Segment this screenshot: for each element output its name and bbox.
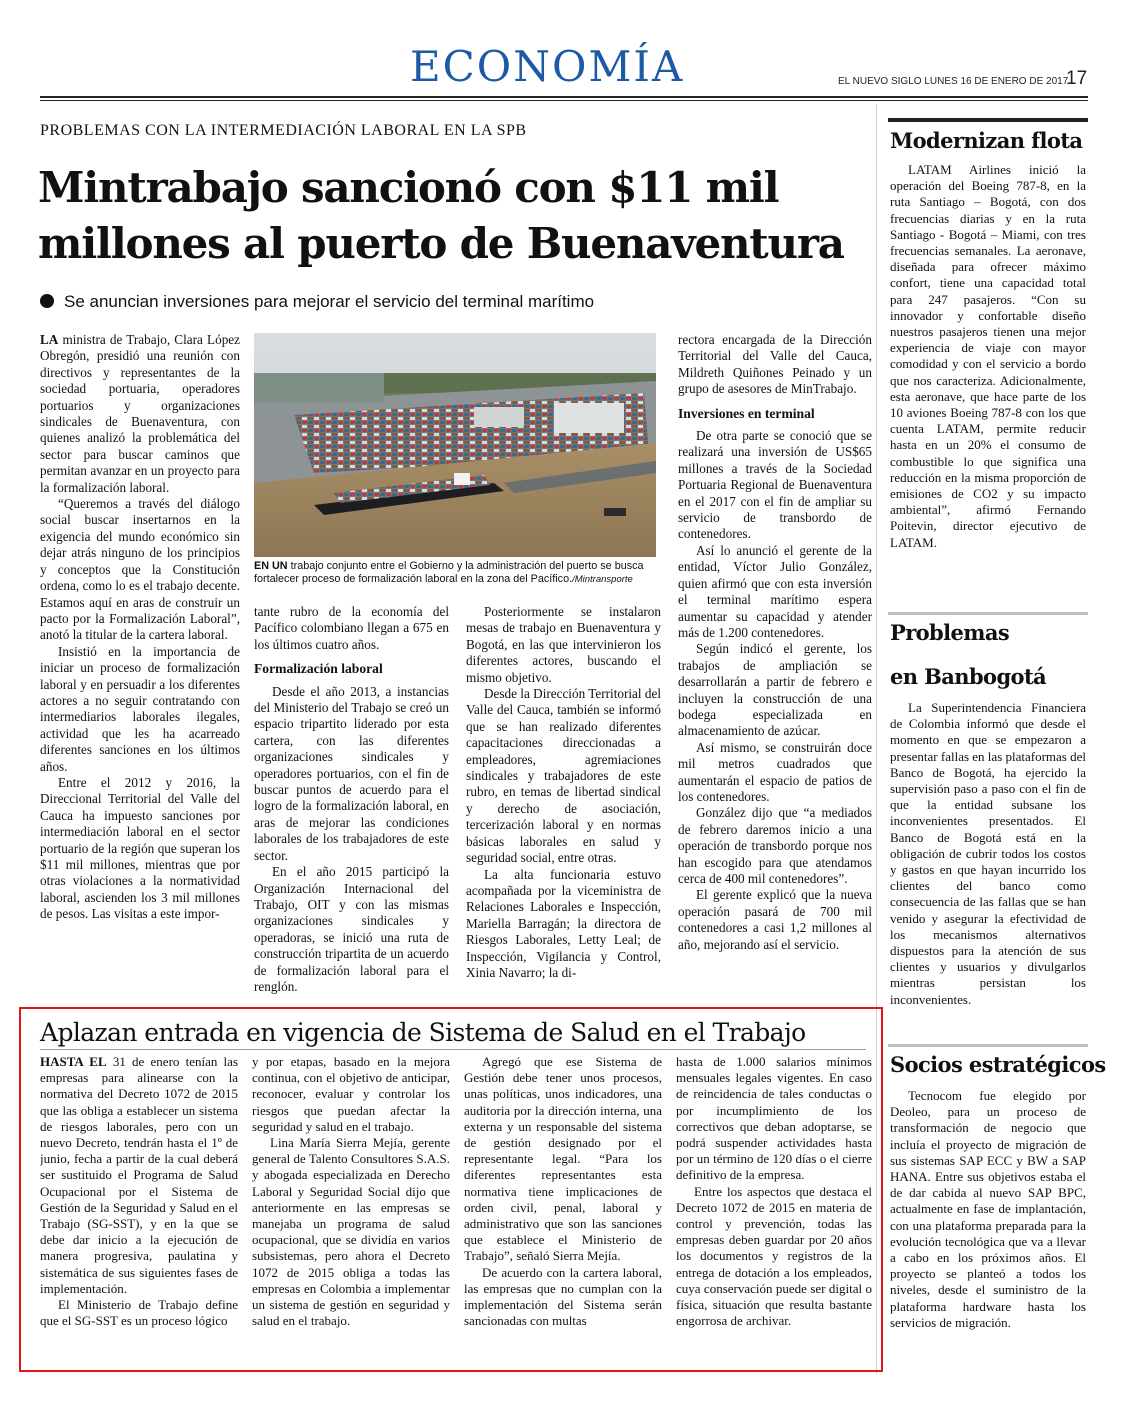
publication-date: EL NUEVO SIGLO LUNES 16 DE ENERO DE 2017 [838, 76, 1069, 87]
section-title: ECONOMÍA [410, 42, 685, 91]
paragraph: González dijo que “a mediados de febrero daremos inicio a una operación de transbordo porque nos han escogido para que atendamos cerca de 400 mil contenedores”. [678, 805, 872, 886]
box-column-1 [40, 1054, 238, 1360]
box-column-2 [252, 1054, 450, 1360]
brief-text-modernizan-flota [890, 162, 1086, 610]
masthead-rule [40, 96, 1088, 98]
port-photo [254, 333, 656, 557]
story-headline: Mintrabajo sancionó con $11 mil millones al puerto de Buenaventura [38, 163, 844, 268]
brief-title-modernizan-flota: Modernizan flota [890, 128, 1083, 153]
paragraph: Tecnocom fue elegido por Deoleo, para un proceso de transformación de negocio que incluía el proyecto de migración de sus sistemas SAP ECC y BW a SAP HANA. Entre sus objetivos estaba el de dar cabida al nuevo SAP BPC, actualmente en fase de implantación, con una plataforma preparada para la evolución tecnológica que va a llevar a cabo en los próximos años. El proyecto se planteó a todos los niveles, desde el suministro de la plataforma hardware hasta los servicios de migración. [890, 1088, 1086, 1330]
paragraph: Desde la Dirección Territorial del Valle del Cauca, también se informó que se han realizado diferentes capacitaciones direccionadas a empleadores, agremiaciones sindicales y trabajadores de este rubro, en temas de libertad sindical y derecho de asociación, tercerización laboral y en normas básicas laborales en salud y seguridad social, entre otras. [466, 686, 661, 866]
paragraph: hasta de 1.000 salarios mínimos mensuales legales vigentes. En caso de reincidencia de tales conductas o por incumplimiento de los correctivos que deban adoptarse, se podrá suspender actividades hasta por un término de 120 días o el cierre definitivo de la empresa. [676, 1054, 872, 1183]
box-rule [40, 1049, 866, 1050]
caption-lead: EN UN [254, 560, 288, 572]
paragraph [40, 1054, 238, 1297]
paragraph: Entre los aspectos que destaca el Decreto 1072 de 2015 en materia de control y prevención, todas las empresas deben guardar por 20 años los documentos y registros de la entrega de dotación a los empleados, cuya conservación puede ser digital o física, situación que resulta bastante engorrosa de archivar. [676, 1183, 872, 1329]
lead-in: HASTA EL [40, 1054, 107, 1069]
paragraph: Entre el 2012 y 2016, la Direccional Territorial del Valle del Cauca ha impuesto sanciones por intermediación laboral en el sector portuario de la región que superan los $11 mil millones, mientras que por otras violaciones a la normatividad laboral, ascienden los 3 mil millones de pesos. Las visitas a este impor- [40, 774, 240, 922]
paragraph: En el año 2015 participó la Organización Internacional del Trabajo, OIT y con las mismas organizaciones sindicales y operadoras, se inició una ruta de construcción tripartita de un acuerdo de formalización laboral para el renglón. [254, 864, 449, 994]
paragraph: tante rubro de la economía del Pacífico colombiano llegan a 675 en los últimos cuatro años. [254, 604, 449, 652]
sidebar-rule [888, 612, 1088, 615]
story-column-1 [40, 332, 240, 992]
paragraph: rectora encargada de la Dirección Territorial del Valle del Cauca, Mildreth Quiñones Peinado y un grupo de asesores de MinTrabajo. [678, 332, 872, 397]
story-column-3 [466, 604, 661, 996]
brief-title-banbogota: en Banbogotá [890, 664, 1047, 689]
subhead: Formalización laboral [254, 661, 383, 677]
paragraph: El Ministerio de Trabajo define que el SG-SST es un proceso lógico [40, 1297, 238, 1329]
brief-title-problemas: Problemas [890, 620, 1010, 645]
page-number: 17 [1066, 68, 1088, 89]
paragraph: De otra parte se conoció que se realizará una inversión de US$65 millones a través de la Sociedad Portuaria Regional de Buenaventura en el 2017 con el fin de ampliar su servicio de transbordo de contenedores. [678, 428, 872, 542]
caption-text: trabajo conjunto entre el Gobierno y la administración del puerto se busca fortalecer proceso de formalización laboral en la zona del Pacífico. [254, 560, 644, 585]
paragraph: LATAM Airlines inició la operación del Boeing 787-8, en la ruta Santiago – Bogotá, con dos frecuencias diarias y en la ruta Santiago - Bogotá – Miami, con tres frecuencias semanales. La aeronave, diseñada para ofrecer máximo confort, tiene una capacidad total para 247 pasajeros. “Con su innovador y confortable diseño nuestros pasajeros tienen una mejor experiencia de viaje con mayor comodidad y con el servicio a bordo que nos caracteriza. Adicionalmente, esta aeronave, que hace parte de los 10 aviones Boeing 787-8 con los que cuenta LATAM, permite reducir hasta en un 20% el consumo de combustible lo que significa una reducción en la misma proporción de emisiones de CO2 y su impacto ambiental”, afirmó Fernando Poitevin, director ejecutivo de LATAM. [890, 162, 1086, 550]
paragraph: Lina María Sierra Mejía, gerente general de Talento Consultores S.A.S. y abogada especializada en Derecho Laboral y Seguridad Social dijo que anteriormente en las empresas se manejaba un programa de salud ocupacional, que se dividía en varios subsistemas, pero ahora el Decreto 1072 de 2015 obliga a todas las empresas en Colombia a implementar un sistema de gestión en seguridad y salud en el trabajo. [252, 1135, 450, 1329]
paragraph: Desde el año 2013, a instancias del Ministerio del Trabajo se creó un espacio tripartito liderado por esta cartera, con las diferentes organizaciones sindicales y operadores portuarios, con el fin de buscar puntos de acuerdo para el logro de la formalización laboral, en aras de mejorar las condiciones laborales de los trabajadores de este sector. [254, 683, 449, 863]
story-column-4 [678, 332, 872, 996]
story-kicker: PROBLEMAS CON LA INTERMEDIACIÓN LABORAL EN LA SPB [40, 122, 527, 139]
paragraph-text: ministra de Trabajo, Clara López Obregón, presidió una reunión con directivos y representantes de la sociedad portuaria, operadores portuarios y organizaciones sindicales de Buenaventura, con quienes analizó la problemática del sector para buscar caminos que permitan avanzar en un proyecto para la formalización laboral. [40, 332, 240, 495]
story-deck [40, 292, 870, 312]
story-column-2 [254, 604, 449, 996]
paragraph-text: 31 de enero tenían las empresas para alinearse con la normativa del Decreto 1072 de 2015 que las obliga a establecer un sistema de riesgos laborales, pero con un nuevo Decreto, tendrán hasta el 1º de junio, fecha a partir de la cual deberá ser sustituido el Programa de Salud Ocupacional por el Sistema de Gestión de la Seguridad y Salud en el Trabajo (SG-SST), y en la que se debe dar inicio a la ejecución de manera progresiva, paulatina y sistemática de sus siguientes fases de implementación. [40, 1054, 238, 1296]
paragraph: La Superintendencia Financiera de Colombia informó que desde el momento en que se empezaron a presentar fallas en las plataformas del Banco de Bogotá, ha ejercido la supervisión paso a paso con el fin de que la entidad subsane los inconvenientes presentados. El Banco de Bogotá está en la obligación de cubrir todos los costos y gastos en que hayan incurrido los clientes del banco como consecuencia de las fallas que se han venido y asegurar la efectividad de los mecanismos alternativos dispuestos para la atención de sus clientes y usuarios y divulgarlos mientras persistan los inconvenientes. [890, 700, 1086, 1007]
port-photo-image [254, 333, 656, 557]
paragraph: Así lo anunció el gerente de la entidad, Víctor Julio González, quien afirmó que con esta inversión el terminal marítimo espera aumentar su capacidad y atender más de 1.200 contenedores. [678, 542, 872, 640]
paragraph: Así mismo, se construirán doce mil metros cuadrados que aumentarán el espacio de patios de los contenedores. [678, 739, 872, 804]
photo-caption [254, 560, 658, 586]
brief-title-socios-estrategicos: Socios estratégicos [890, 1052, 1106, 1077]
masthead-rule-thin [40, 100, 1088, 101]
paragraph: De acuerdo con la cartera laboral, las empresas que no cumplan con la implementación del Sistema serán sancionadas con multas [464, 1264, 662, 1329]
paragraph [40, 332, 240, 496]
paragraph: Agregó que ese Sistema de Gestión debe tener unos procesos, unas políticas, unos indicadores, una auditoria por la dirección interna, una externa y un responsable del sistema de gestión designado por el representante legal. “Para los diferentes representantes esta normativa tiene implicaciones de orden civil, penal, laboral y administrativo que son las sanciones que establece el Ministerio de Trabajo”, señaló Sierra Mejía. [464, 1054, 662, 1264]
box-column-3 [464, 1054, 662, 1360]
bullet-icon [40, 294, 54, 308]
brief-text-socios-estrategicos [890, 1088, 1086, 1366]
paragraph: Insistió en la importancia de iniciar un proceso de formalización laboral y en persuadir a los diferentes actores a no seguir contratando con intermediarios laborales ilegales, actividad que les ha acarreado diferentes sanciones en los últimos años. [40, 643, 240, 774]
brief-text-banbogota [890, 700, 1086, 1040]
paragraph: El gerente explicó que la nueva operación pasará de 700 mil contenedores a casi 1,2 millones al año, mejorando así el servicio. [678, 887, 872, 952]
sidebar-rule [888, 118, 1088, 122]
box-headline: Aplazan entrada en vigencia de Sistema de Salud en el Trabajo [40, 1018, 806, 1047]
paragraph: Según indicó el gerente, los trabajos de ampliación se desarrollarán a partir de febrero e incluyen la construcción de una bodega especializada en almacenamiento de azúcar. [678, 641, 872, 739]
photo-credit: /Mintransporte [572, 574, 633, 585]
lead-in: LA [40, 332, 59, 347]
deck-text: Se anuncian inversiones para mejorar el servicio del terminal marítimo [64, 292, 595, 311]
box-column-4 [676, 1054, 872, 1360]
paragraph: “Queremos a través del diálogo social buscar insertarnos en la exigencia del mundo económico sin dejar atrás ninguno de los principios y conceptos que la Constitución ordena, como lo es el trabajo decente. Estamos aquí en aras de construir un pacto por la Formalización Laboral”, anotó la titular de la cartera laboral. [40, 496, 240, 643]
subhead: Inversiones en terminal [678, 405, 815, 421]
paragraph: La alta funcionaria estuvo acompañada por la viceministra de Relaciones Laborales e Inspección, Mariella Barragán; la directora de Riesgos Laborales, Letty Leal; de Inspección, Vigilancia y Control, Xinia Navarro; la di- [466, 866, 661, 980]
paragraph: Posteriormente se instalaron mesas de trabajo en Buenaventura y Bogotá, en las que intervinieron los diferentes actores, buscando el mismo objetivo. [466, 604, 661, 685]
sidebar-rule [888, 1044, 1088, 1047]
paragraph: y por etapas, basado en la mejora continua, con el objetivo de anticipar, reconocer, evaluar y controlar los riesgos que puedan afectar la seguridad y salud en el trabajo. [252, 1054, 450, 1134]
